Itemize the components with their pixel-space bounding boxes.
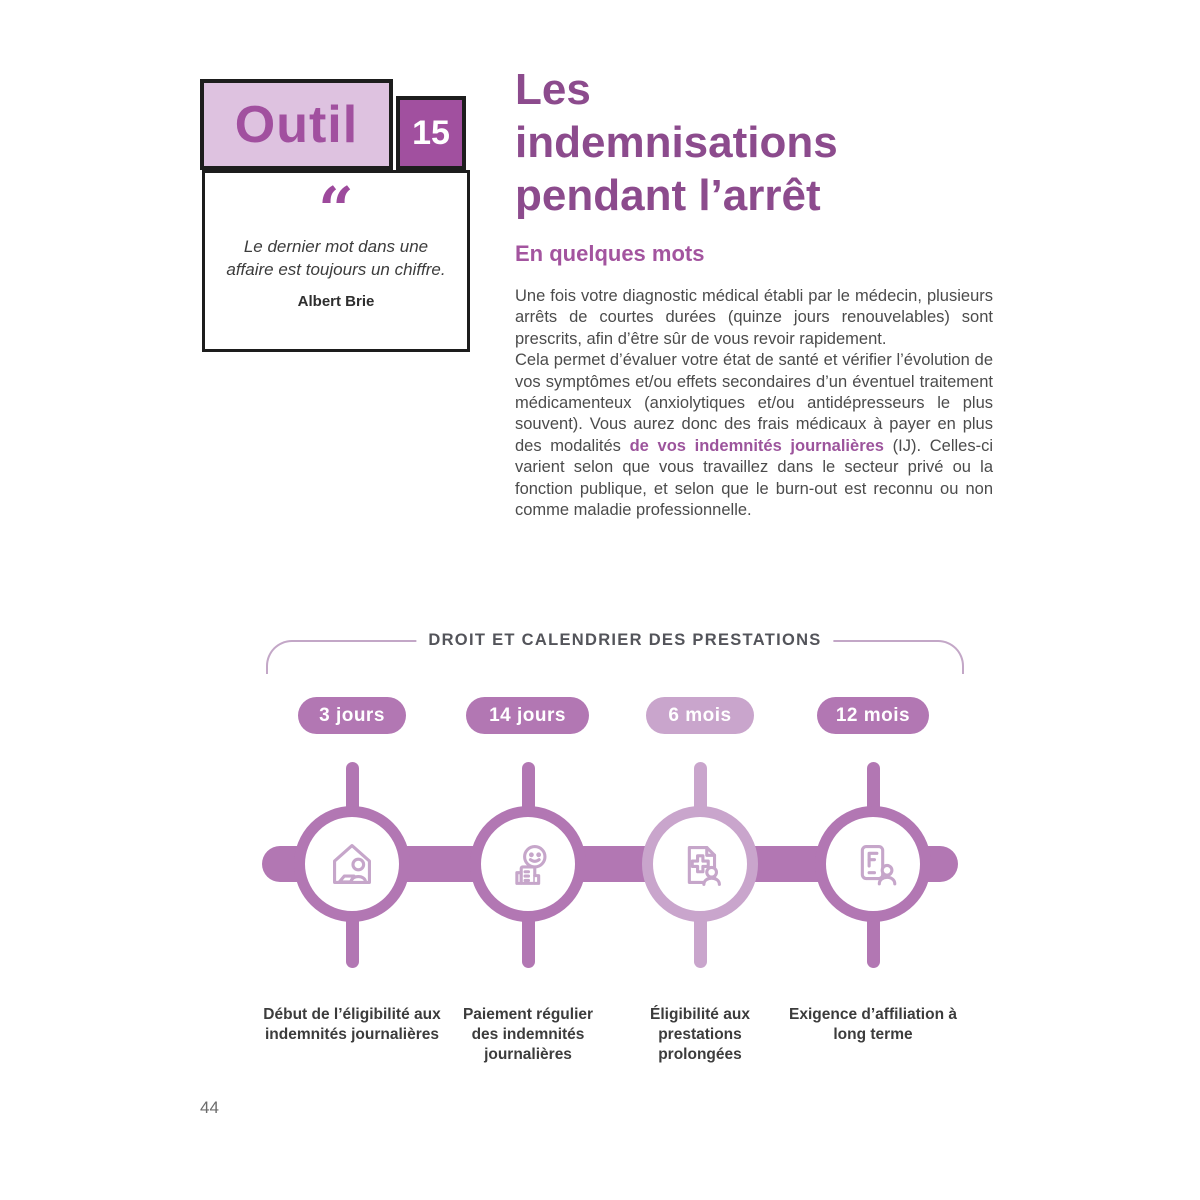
quote-author: Albert Brie bbox=[297, 293, 375, 310]
section-heading: En quelques mots bbox=[515, 241, 705, 266]
home-worker-icon bbox=[321, 833, 383, 895]
milestone-14-jours bbox=[470, 762, 586, 968]
page-title bbox=[515, 63, 838, 222]
milestone-label-4: Exigence d’affiliation à long terme bbox=[789, 1006, 957, 1043]
quote-icon: “ bbox=[318, 173, 354, 246]
duration-pill-6-mois: 6 mois bbox=[646, 697, 754, 734]
duration-pill-14-jours: 14 jours bbox=[466, 697, 589, 734]
milestone-circle bbox=[294, 806, 410, 922]
milestone-circle bbox=[815, 806, 931, 922]
page-title-line3: pendant l’arrêt bbox=[515, 171, 821, 220]
affiliation-card-icon bbox=[842, 833, 904, 895]
medical-document-icon bbox=[669, 833, 731, 895]
milestone-circle bbox=[470, 806, 586, 922]
bracket-left-line bbox=[266, 640, 438, 674]
tool-number-box bbox=[396, 96, 466, 170]
milestone-label-1: Début de l’éligibilité aux indemnités journalières bbox=[263, 1006, 441, 1043]
bracket-right-line bbox=[818, 640, 964, 674]
milestone-circle bbox=[642, 806, 758, 922]
paragraph-1: Une fois votre diagnostic médical établi par le médecin, plusieurs arrêts de courtes durées (quinze jours renouvelables) sont prescrits, afin d’être sûr de vous revoir rapidement. bbox=[515, 287, 993, 348]
duration-pill-12-mois: 12 mois bbox=[817, 697, 929, 734]
quote-card bbox=[202, 170, 470, 352]
tool-card-label: Outil bbox=[234, 95, 359, 154]
paragraph-2-text-end: (IJ). Celles-ci varient selon que vous travaillez dans le secteur privé ou la fonction publique, et selon que le burn-out est reconnu ou non comme maladie professionnelle. bbox=[515, 436, 994, 520]
paragraph-2-text: Cela permet d’évaluer votre état de santé et vérifier l’évolution de vos symptômes et/ou effets secondaires d’un éventuel traitement médicamenteux (anxiolytiques et/ou antidépresseurs le plus souvent). Vous aurez donc des frais médicaux à payer en plus des modalités bbox=[515, 351, 993, 455]
milestone-12-mois bbox=[815, 762, 931, 968]
page-number: 44 bbox=[200, 1098, 219, 1117]
milestone-6-mois bbox=[642, 762, 758, 968]
paragraph-2 bbox=[515, 350, 993, 521]
page-title-line2: indemnisations bbox=[515, 118, 838, 167]
page-title-line1: Les bbox=[515, 65, 591, 114]
tool-card-header bbox=[200, 79, 393, 170]
body-copy bbox=[515, 286, 993, 521]
tool-number: 15 bbox=[412, 113, 450, 152]
quote-text: Le dernier mot dans une affaire est toujours un chiffre. bbox=[226, 237, 446, 279]
paragraph-2-highlight: de vos indemnités journalières bbox=[629, 436, 884, 455]
milestone-3-jours bbox=[294, 762, 410, 968]
timeline-heading: DROIT ET CALENDRIER DES PRESTATIONS bbox=[416, 631, 833, 650]
payment-received-icon bbox=[497, 833, 559, 895]
duration-pill-3-jours: 3 jours bbox=[298, 697, 406, 734]
milestone-label-3: Éligibilité aux prestations prolongées bbox=[650, 1006, 750, 1063]
milestone-label-2: Paiement régulier des indemnités journalières bbox=[462, 1006, 594, 1063]
